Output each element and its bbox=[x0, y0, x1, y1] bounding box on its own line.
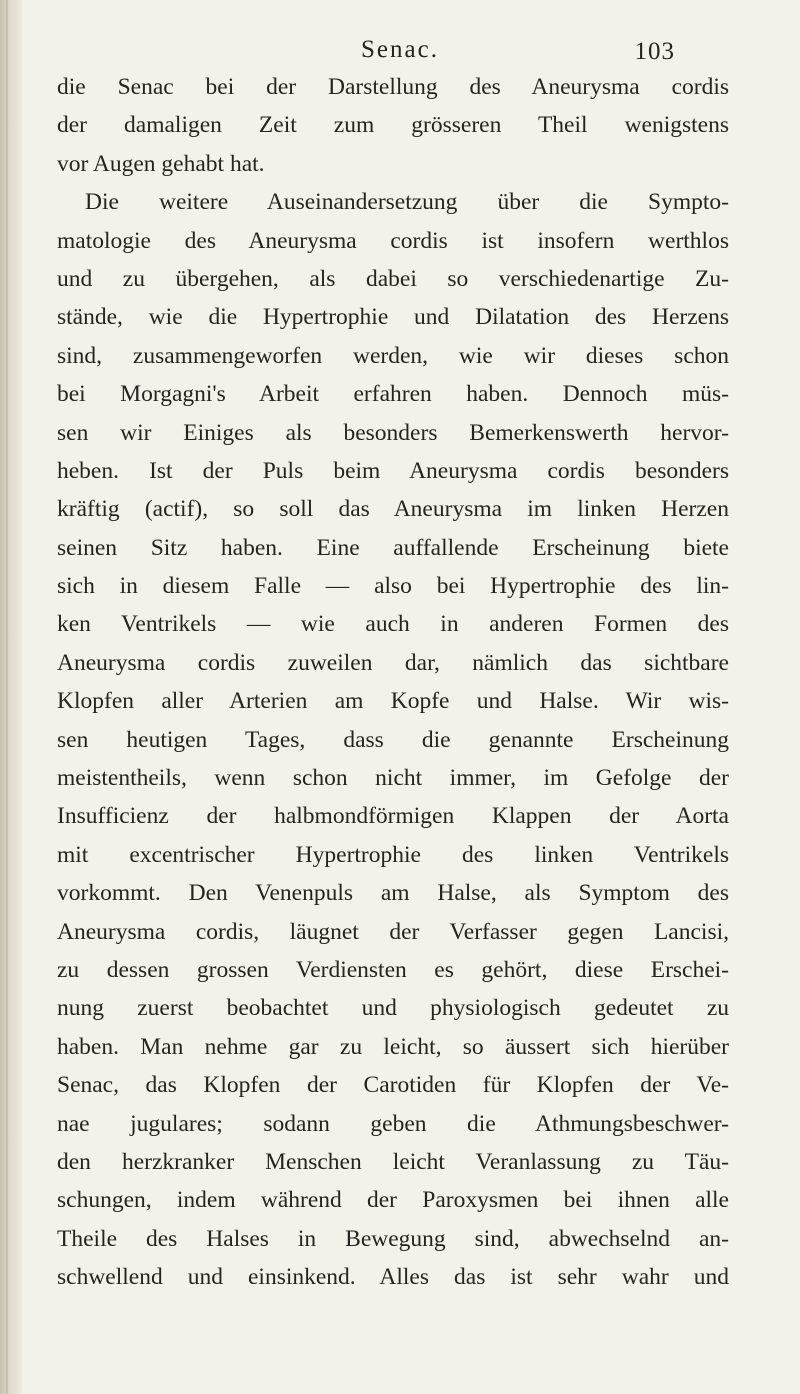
text-line: vorkommt. Den Venenpuls am Halse, als Symptom des bbox=[57, 880, 729, 907]
text-line: Theile des Halses in Bewegung sind, abwechselnd an- bbox=[57, 1225, 729, 1252]
text-line: vor Augen gehabt hat. bbox=[57, 150, 265, 177]
text-line: sich in diesem Falle — also bei Hypertrophie des lin- bbox=[57, 573, 729, 600]
text-line: bei Morgagni's Arbeit erfahren haben. Dennoch müs- bbox=[57, 381, 729, 408]
text-line: sind, zusammengeworfen werden, wie wir dieses schon bbox=[57, 342, 729, 369]
text-line: zu dessen grossen Verdiensten es gehört, diese Erschei- bbox=[57, 956, 729, 983]
text-line: schwellend und einsinkend. Alles das ist sehr wahr und bbox=[57, 1264, 729, 1291]
text-line: sen wir Einiges als besonders Bemerkenswerth hervor- bbox=[57, 419, 729, 446]
text-line: den herzkranker Menschen leicht Veranlassung zu Täu- bbox=[57, 1148, 729, 1175]
text-line: sen heutigen Tages, dass die genannte Erscheinung bbox=[57, 726, 729, 753]
text-line: ken Ventrikels — wie auch in anderen Formen des bbox=[57, 611, 729, 638]
text-line: nae jugulares; sodann geben die Athmungsbeschwer- bbox=[57, 1110, 729, 1137]
text-line: seinen Sitz haben. Eine auffallende Erscheinung biete bbox=[57, 534, 729, 561]
text-line: meistentheils, wenn schon nicht immer, im Gefolge der bbox=[57, 765, 729, 792]
text-line: Klopfen aller Arterien am Kopfe und Halse. Wir wis- bbox=[57, 688, 729, 715]
text-line: der damaligen Zeit zum grösseren Theil wenigstens bbox=[57, 112, 729, 139]
text-line: kräftig (actif), so soll das Aneurysma im linken Herzen bbox=[57, 496, 729, 523]
text-line: Aneurysma cordis, läugnet der Verfasser gegen Lancisi, bbox=[57, 918, 729, 945]
text-line: schungen, indem während der Paroxysmen bei ihnen alle bbox=[57, 1187, 729, 1214]
text-line: Senac, das Klopfen der Carotiden für Klopfen der Ve- bbox=[57, 1072, 729, 1099]
text-line: heben. Ist der Puls beim Aneurysma cordis besonders bbox=[57, 457, 729, 484]
text-line: die Senac bei der Darstellung des Aneurysma cordis bbox=[57, 74, 729, 100]
text-line: und zu übergehen, als dabei so verschiedenartige Zu- bbox=[57, 265, 729, 292]
text-line: haben. Man nehme gar zu leicht, so äussert sich hierüber bbox=[57, 1033, 729, 1060]
page-number: 103 bbox=[634, 38, 675, 65]
text-line: Die weitere Auseinandersetzung über die Sympto- bbox=[85, 189, 729, 216]
page-binding-edge bbox=[0, 0, 22, 1394]
text-line: Aneurysma cordis zuweilen dar, nämlich das sichtbare bbox=[57, 649, 729, 676]
text-line: matologie des Aneurysma cordis ist insofern werthlos bbox=[57, 227, 729, 254]
text-line: Insufficienz der halbmondförmigen Klappen der Aorta bbox=[57, 803, 729, 830]
text-line: nung zuerst beobachtet und physiologisch gedeutet zu bbox=[57, 995, 729, 1022]
running-head: Senac. bbox=[361, 36, 439, 63]
body-text bbox=[57, 68, 729, 1297]
text-line: mit excentrischer Hypertrophie des linken Ventrikels bbox=[57, 841, 729, 868]
text-line: stände, wie die Hypertrophie und Dilatation des Herzens bbox=[57, 304, 729, 331]
